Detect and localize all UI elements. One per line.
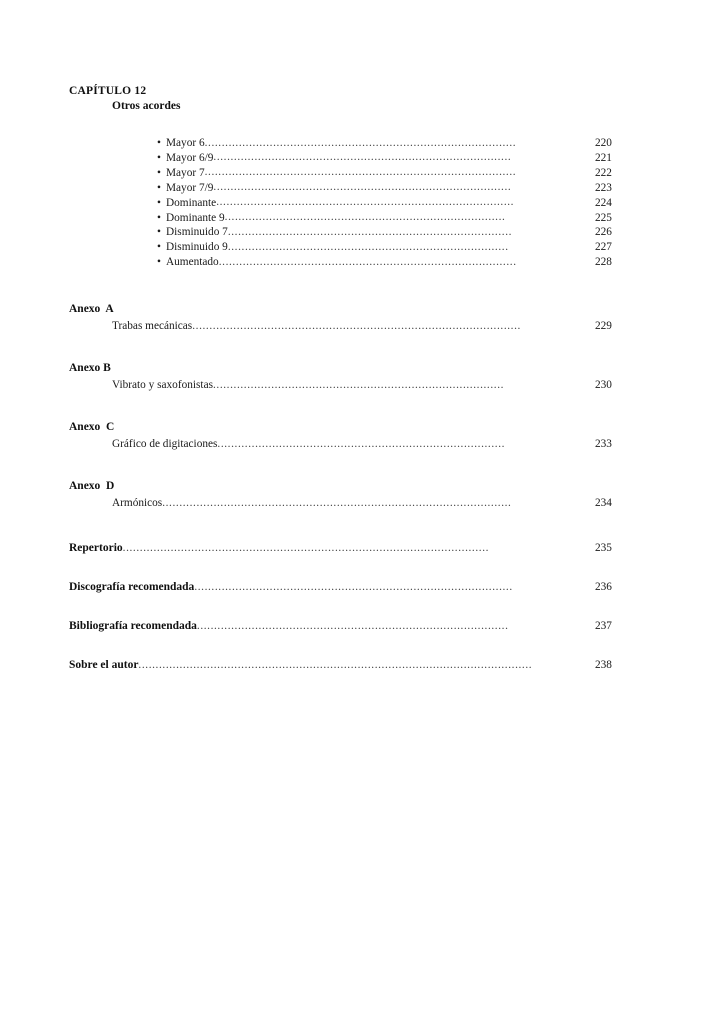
bullet-icon: • — [157, 241, 161, 254]
anexo-entry-label: Gráfico de digitaciones — [112, 438, 218, 451]
list-item[interactable] — [157, 181, 629, 196]
back-matter-section — [69, 541, 629, 673]
chapter-title: CAPÍTULO 12 — [69, 85, 147, 97]
chord-entry-label — [157, 211, 225, 226]
dot-leader: ........................................................................................... — [196, 619, 509, 632]
dot-leader: ........................................................................................... — [204, 166, 517, 179]
chord-entry-label — [157, 181, 213, 196]
page-number: 229 — [595, 320, 612, 333]
dot-leader: ....................................................................................... — [213, 151, 512, 164]
list-item-bibliografia[interactable] — [69, 619, 629, 634]
bullet-icon: • — [157, 166, 161, 179]
page-number: 235 — [595, 542, 612, 555]
anexo-group-c — [69, 420, 629, 452]
list-item[interactable] — [157, 136, 629, 151]
chord-entry-text: Aumentado — [166, 256, 219, 269]
page-number: 227 — [595, 241, 612, 254]
list-item[interactable] — [112, 496, 629, 511]
back-matter-label: Discografía recomendada — [69, 581, 195, 594]
list-item-repertorio[interactable] — [69, 541, 629, 556]
bullet-icon: • — [157, 181, 161, 194]
anexo-entry-label: Armónicos — [112, 497, 163, 510]
back-matter-label: Repertorio — [69, 542, 123, 555]
dot-leader: ........................................................................................................... — [122, 541, 490, 554]
list-item[interactable] — [112, 378, 629, 393]
anexo-entry-label: Vibrato y saxofonistas — [112, 379, 213, 392]
dot-leader: ........................................................................................... — [204, 136, 517, 149]
page-number: 233 — [595, 438, 612, 451]
anexo-group-a — [69, 302, 629, 334]
chord-entry-text: Mayor 6 — [166, 137, 205, 149]
bullet-icon: • — [157, 151, 161, 164]
back-matter-label: Sobre el autor — [69, 659, 139, 672]
dot-leader: ................................................................................... — [227, 225, 513, 238]
page-number: 224 — [595, 196, 612, 209]
anexo-heading: Anexo C — [69, 421, 115, 434]
bullet-icon: • — [157, 196, 161, 209]
list-item[interactable] — [157, 211, 629, 226]
dot-leader: .................................................................................... — [217, 437, 506, 450]
dot-leader: ....................................................................................... — [218, 255, 517, 268]
bullet-icon: • — [157, 256, 161, 269]
dot-leader: .................................................................................. — [227, 240, 509, 253]
list-item-sobre-el-autor[interactable] — [69, 658, 629, 673]
chord-entry-text: Mayor 6/9 — [166, 151, 214, 164]
list-item-discografia[interactable] — [69, 580, 629, 595]
page-number: 225 — [595, 211, 612, 224]
bullet-icon: • — [157, 137, 161, 149]
list-item[interactable] — [157, 151, 629, 166]
dot-leader: .................................................................................. — [224, 211, 506, 224]
dot-leader: ............................................................................................. — [194, 580, 513, 593]
list-item[interactable] — [112, 319, 629, 334]
list-item[interactable] — [157, 196, 629, 211]
chord-entry-text: Disminuido 7 — [166, 226, 228, 239]
dot-leader: ....................................................................................... — [213, 181, 512, 194]
page-number: 230 — [595, 379, 612, 392]
chord-entry-label — [157, 166, 205, 181]
dot-leader: ....................................................................................... — [216, 196, 515, 209]
chord-entry-list — [157, 136, 629, 270]
list-item[interactable] — [157, 255, 629, 270]
bullet-icon: • — [157, 211, 161, 224]
list-item[interactable] — [112, 437, 629, 452]
list-item[interactable] — [157, 240, 629, 255]
chord-entry-text: Mayor 7 — [166, 166, 205, 179]
chord-entry-label — [157, 225, 228, 240]
dot-leader: ...................................................................................................... — [162, 496, 512, 509]
chord-entry-label — [157, 255, 219, 270]
back-matter-label: Bibliografía recomendada — [69, 620, 197, 633]
list-item[interactable] — [157, 225, 629, 240]
dot-leader: ................................................................................................ — [192, 319, 521, 332]
page-number: 226 — [595, 226, 612, 239]
page-number: 220 — [595, 137, 612, 149]
bullet-icon: • — [157, 226, 161, 239]
chord-entry-text: Mayor 7/9 — [166, 181, 214, 194]
chord-entry-text: Dominante 9 — [166, 211, 225, 224]
anexo-heading: Anexo A — [69, 303, 114, 316]
chapter-subtitle: Otros acordes — [112, 100, 181, 112]
chapter-heading-block — [69, 84, 629, 114]
anexo-heading: Anexo D — [69, 480, 115, 493]
chord-entry-label — [157, 136, 205, 151]
anexo-group-b — [69, 361, 629, 393]
chord-entry-label — [157, 240, 228, 255]
page-number: 237 — [595, 620, 612, 633]
chord-entry-text: Dominante — [166, 196, 217, 209]
list-item[interactable] — [157, 166, 629, 181]
anexo-heading: Anexo B — [69, 362, 111, 375]
chord-entry-label — [157, 151, 213, 166]
page-number: 228 — [595, 256, 612, 269]
page-number: 222 — [595, 166, 612, 179]
chord-entry-label — [157, 196, 216, 211]
anexo-section — [69, 302, 629, 511]
anexo-entry-label: Trabas mecánicas — [112, 320, 193, 333]
dot-leader: ................................................................................................................... — [138, 658, 533, 671]
toc-content — [69, 84, 629, 673]
page-number: 238 — [595, 659, 612, 672]
page-number: 234 — [595, 497, 612, 510]
anexo-group-d — [69, 479, 629, 511]
page-number: 221 — [595, 151, 612, 164]
page-number: 236 — [595, 581, 612, 594]
chord-entry-text: Disminuido 9 — [166, 241, 228, 254]
dot-leader: ..................................................................................... — [212, 378, 505, 391]
page-number: 223 — [595, 181, 612, 194]
